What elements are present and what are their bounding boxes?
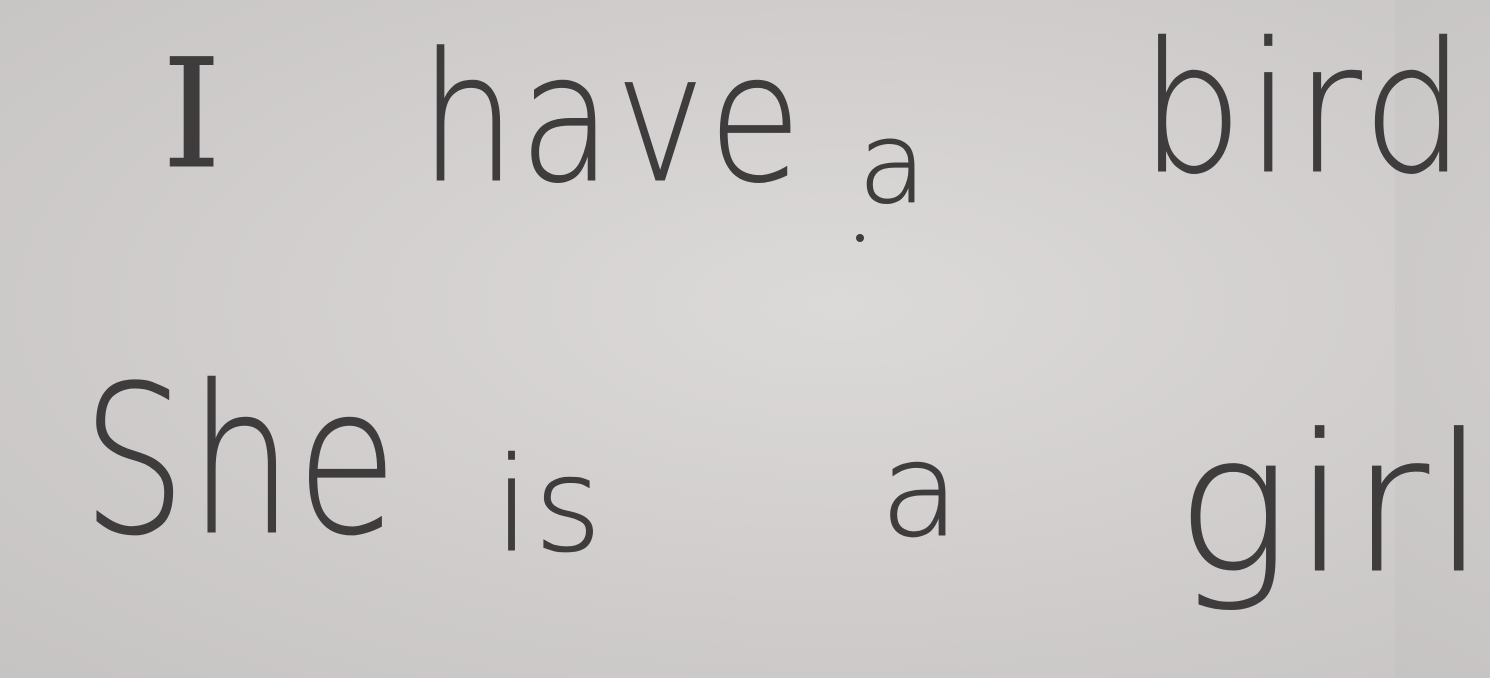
word-is: is bbox=[494, 429, 606, 581]
word-a: a bbox=[858, 99, 931, 229]
word-have: have bbox=[420, 15, 805, 222]
text-line-1 bbox=[0, 0, 1469, 300]
word-bird: bird bbox=[1140, 5, 1469, 214]
ink-dot bbox=[856, 234, 864, 242]
word-a: a bbox=[880, 414, 964, 566]
text-line-2 bbox=[0, 340, 1490, 640]
word-i: I bbox=[162, 28, 226, 202]
word-she: She bbox=[82, 343, 401, 581]
word-girl: girl bbox=[1176, 394, 1490, 615]
